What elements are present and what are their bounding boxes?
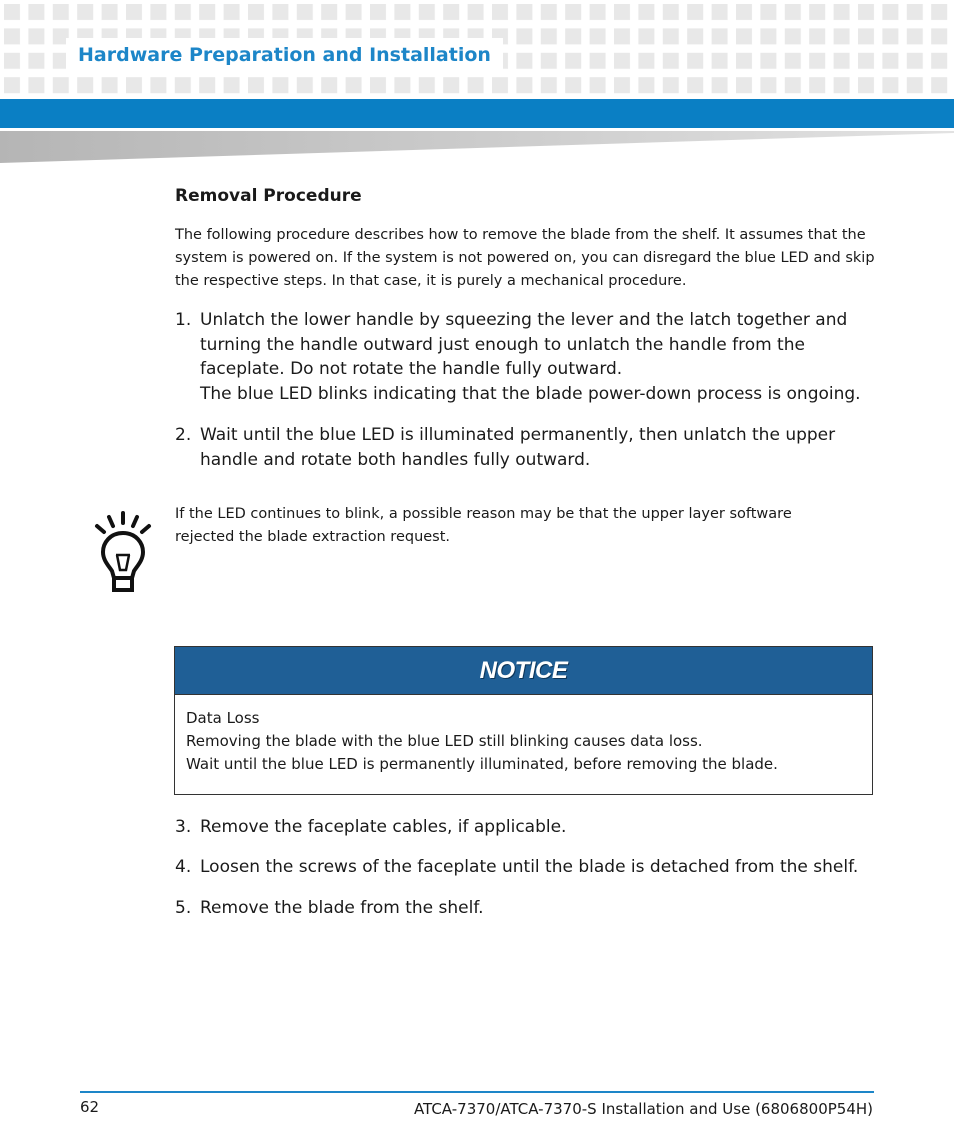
step-text: Remove the faceplate cables, if applicable.	[200, 817, 567, 837]
step-number: 4.	[175, 857, 192, 877]
header-wedge	[0, 131, 954, 163]
step-item	[175, 815, 875, 840]
step-number: 2.	[175, 425, 192, 445]
step-item	[175, 855, 875, 880]
running-header: Hardware Preparation and Installation	[66, 38, 503, 72]
notice-title: Data Loss	[186, 709, 260, 727]
notice-line: Wait until the blue LED is permanently illuminated, before removing the blade.	[186, 755, 778, 773]
step-number: 3.	[175, 817, 192, 837]
page-number: 62	[80, 1098, 100, 1116]
footer-rule	[80, 1091, 874, 1093]
lightbulb-icon	[90, 510, 156, 596]
notice-box	[174, 646, 873, 795]
section-heading: Removal Procedure	[175, 186, 362, 206]
intro-paragraph: The following procedure describes how to remove the blade from the shelf. It assumes that the system is powered on. If the system is not powered on, you can disregard the blue LED and skip the respective steps. In that case, it is purely a mechanical procedure.	[175, 227, 875, 289]
step-item	[175, 423, 875, 472]
step-item	[175, 308, 875, 406]
tip-text: If the LED continues to blink, a possible reason may be that the upper layer software rejected the blade extraction request.	[175, 506, 792, 545]
step-number: 1.	[175, 310, 192, 330]
step-item	[175, 896, 875, 921]
header-band	[0, 99, 954, 128]
step-number: 5.	[175, 898, 192, 918]
notice-line: Removing the blade with the blue LED still blinking causes data loss.	[186, 732, 703, 750]
step-text: Loosen the screws of the faceplate until the blade is detached from the shelf.	[200, 857, 859, 877]
notice-body	[175, 695, 872, 776]
step-text: Wait until the blue LED is illuminated permanently, then unlatch the upper handle and rotate both handles fully outward.	[200, 425, 836, 470]
step-text: Remove the blade from the shelf.	[200, 898, 484, 918]
document-title: ATCA-7370/ATCA-7370-S Installation and Use (6806800P54H)	[413, 1100, 873, 1118]
notice-header	[175, 647, 872, 695]
step-result: The blue LED blinks indicating that the blade power-down process is ongoing.	[200, 383, 861, 404]
step-text: Unlatch the lower handle by squeezing the lever and the latch together and turning the handle outward just enough to unlatch the handle from the faceplate. Do not rotate the handle fully outward.	[200, 310, 848, 379]
notice-label: NOTICE	[479, 656, 568, 684]
